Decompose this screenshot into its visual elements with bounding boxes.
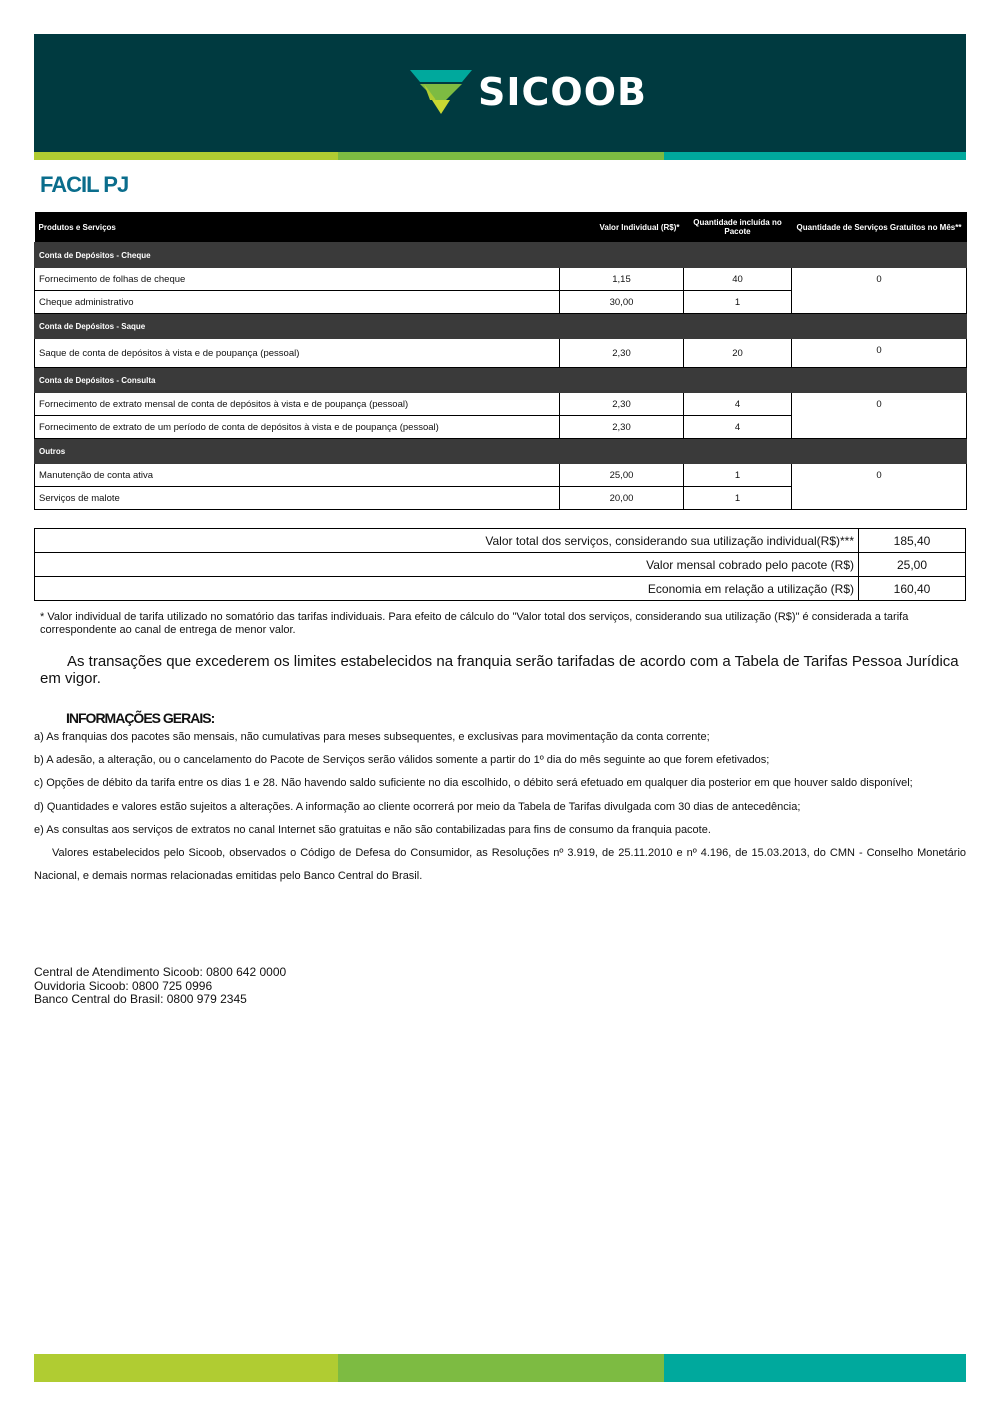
service-value: 2,30 — [560, 416, 684, 439]
service-name: Serviços de malote — [35, 487, 560, 510]
section-header: Conta de Depósitos - Saque — [35, 314, 967, 339]
table-row — [35, 339, 967, 368]
sicoob-logo-icon — [410, 70, 472, 114]
section-header: Outros — [35, 439, 967, 464]
info-item: a) As franquias dos pacotes são mensais, não cumulativas para meses subsequentes, e exclusivas para movimentação da conta corrente; — [34, 731, 710, 743]
service-name: Fornecimento de folhas de cheque — [35, 268, 560, 291]
total-label: Valor mensal cobrado pelo pacote (R$) — [35, 553, 859, 577]
table-row — [35, 268, 967, 291]
contact-list — [34, 966, 286, 1007]
table-row — [35, 464, 967, 487]
section-header: Conta de Depósitos - Consulta — [35, 368, 967, 393]
section-header: Conta de Depósitos - Cheque — [35, 243, 967, 268]
service-value: 2,30 — [560, 393, 684, 416]
bottom-color-stripe — [34, 1354, 966, 1382]
total-label: Economia em relação a utilização (R$) — [35, 577, 859, 601]
contact-line: Central de Atendimento Sicoob: 0800 642 0000 — [34, 965, 287, 979]
service-value: 30,00 — [560, 291, 684, 314]
brand-logo — [410, 70, 647, 114]
service-value: 25,00 — [560, 464, 684, 487]
transactions-note: As transações que excederem os limites estabelecidos na franquia serão tarifadas de acordo com a Tabela de Tarifas Pessoa Jurídica em vigor. — [40, 653, 959, 687]
free-quantity: 0 — [792, 393, 967, 439]
service-quantity: 20 — [684, 339, 792, 368]
brand-name: SICOOB — [478, 70, 647, 114]
total-value: 25,00 — [859, 553, 966, 577]
info-closing: Valores estabelecidos pelo Sicoob, observados o Código de Defesa do Consumidor, as Resoluções nº 3.919, de 25.11.2010 e nº 4.196, de 15.03.2013, do CMN - Conselho Monetário Nacional, e demais normas relacionadas emitidas pelo Banco Central do Brasil. — [34, 847, 966, 883]
info-item: d) Quantidades e valores estão sujeitos a alterações. A informação ao cliente ocorrerá por meio da Tabela de Tarifas divulgada com 30 dias de antecedência; — [34, 800, 801, 813]
service-value: 1,15 — [560, 268, 684, 291]
service-quantity: 40 — [684, 268, 792, 291]
service-name: Fornecimento de extrato mensal de conta de depósitos à vista e de poupança (pessoal) — [35, 393, 560, 416]
total-value: 160,40 — [859, 577, 966, 601]
info-item: b) A adesão, a alteração, ou o cancelamento do Pacote de Serviços serão válidos somente a partir do 1º dia do mês seguinte ao que forem efetivados; — [34, 754, 770, 767]
service-name: Saque de conta de depósitos à vista e de poupança (pessoal) — [35, 339, 560, 368]
total-row — [35, 529, 966, 553]
total-label: Valor total dos serviços, considerando sua utilização individual(R$)*** — [35, 529, 859, 553]
total-row — [35, 553, 966, 577]
service-quantity: 1 — [684, 464, 792, 487]
service-quantity: 4 — [684, 416, 792, 439]
column-header-value: Valor Individual (R$)* — [560, 212, 684, 243]
service-value: 20,00 — [560, 487, 684, 510]
info-item: c) Opções de débito da tarifa entre os dias 1 e 28. Não havendo saldo suficiente no dia escolhido, o débito será efetuado em qualquer dia posterior em que houver saldo disponível; — [34, 777, 913, 790]
service-quantity: 4 — [684, 393, 792, 416]
table-header-row — [35, 212, 967, 243]
footnote: * Valor individual de tarifa utilizado no somatório das tarifas individuais. Para efeito de cálculo do "Valor total dos serviços, considerando sua utilização (R$)" é considerada a tarifa correspondente ao canal de entrega de menor valor. — [40, 611, 909, 636]
service-name: Cheque administrativo — [35, 291, 560, 314]
contact-line: Banco Central do Brasil: 0800 979 2345 — [34, 992, 247, 1006]
service-quantity: 1 — [684, 487, 792, 510]
column-header-quantity: Quantidade incluída no Pacote — [684, 212, 792, 243]
service-quantity: 1 — [684, 291, 792, 314]
table-row — [35, 393, 967, 416]
free-quantity: 0 — [792, 268, 967, 314]
info-heading: INFORMAÇÕES GERAIS: — [66, 710, 215, 726]
info-section — [34, 726, 966, 888]
service-name: Fornecimento de extrato de um período de conta de depósitos à vista e de poupança (pessoal) — [35, 416, 560, 439]
service-value: 2,30 — [560, 339, 684, 368]
page-title: FACIL PJ — [40, 172, 129, 197]
contact-line: Ouvidoria Sicoob: 0800 725 0996 — [34, 978, 213, 993]
free-quantity: 0 — [792, 464, 967, 510]
free-quantity: 0 — [792, 339, 967, 368]
column-header-service: Produtos e Serviços — [35, 212, 560, 243]
top-color-stripe — [34, 152, 966, 160]
header-banner — [34, 34, 966, 152]
service-name: Manutenção de conta ativa — [35, 464, 560, 487]
total-value: 185,40 — [859, 529, 966, 553]
column-header-free: Quantidade de Serviços Gratuitos no Mês** — [792, 212, 967, 243]
info-item: e) As consultas aos serviços de extratos no canal Internet são gratuitas e não são contabilizadas para fins de consumo da franquia pacote. — [34, 823, 711, 836]
totals-table — [34, 528, 966, 601]
fees-table — [34, 212, 967, 510]
total-row — [35, 577, 966, 601]
